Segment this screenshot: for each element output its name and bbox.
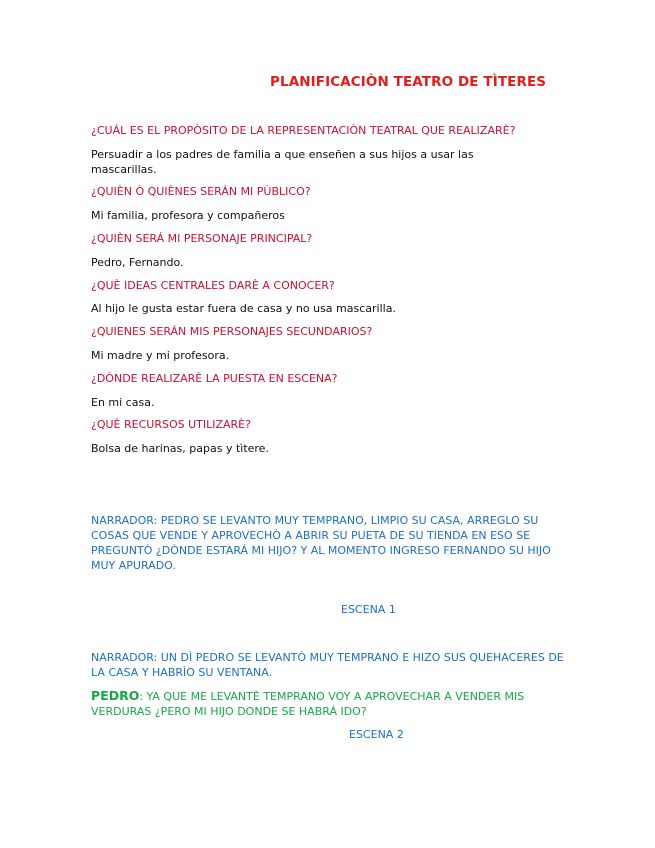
answer-main-character: Pedro, Fernando. bbox=[91, 256, 184, 269]
question-purpose: ¿CUÁL ES EL PROPÒSITO DE LA REPRESENTACIÒN TEATRAL QUE REALIZARÈ? bbox=[91, 124, 516, 137]
dialogue-line: : YA QUE ME LEVANTÈ TEMPRANO VOY A APROVECHAR A VENDER MIS VERDURAS ¿PERO MI HIJO DONDE SE HABRÁ IDO? bbox=[91, 690, 525, 718]
answer-secondary-characters: Mi madre y mi profesora. bbox=[91, 349, 230, 362]
document-title: PLANIFICACIÒN TEATRO DE TÌTERES bbox=[270, 74, 547, 90]
narration-paragraph-2: NARRADOR: UN DÌ PEDRO SE LEVANTÒ MUY TEMPRANO E HIZO SUS QUEHACERES DE LA CASA Y HABRÌO SU VENTANA. bbox=[91, 651, 564, 679]
answer-venue: En mi casa. bbox=[91, 396, 155, 409]
answer-purpose: Persuadir a los padres de familia a que enseñen a sus hijos a usar las mascarillas. bbox=[91, 148, 474, 176]
answer-central-ideas: Al hijo le gusta estar fuera de casa y no usa mascarilla. bbox=[91, 302, 396, 315]
question-main-character: ¿QUIÈN SERÁ MI PERSONAJE PRINCIPAL? bbox=[91, 232, 313, 245]
speaker-name: PEDRO bbox=[91, 688, 140, 703]
narration-paragraph-1: NARRADOR: PEDRO SE LEVANTO MUY TEMPRANO, LIMPIO SU CASA, ARREGLO SU COSAS QUE VENDE Y APROVECHÒ A ABRIR SU PUETA DE SU TIENDA EN ESO SE PREGUNTÒ ¿DÒNDE ESTARÁ MI HIJO? Y AL MOMENTO INGRESO FERNANDO SU HIJO MUY APURADO. bbox=[91, 514, 551, 572]
question-resources: ¿QUÈ RECURSOS UTILIZARÈ? bbox=[91, 418, 251, 431]
question-venue: ¿DÒNDE REALIZARÈ LA PUESTA EN ESCENA? bbox=[91, 372, 338, 385]
question-central-ideas: ¿QUÈ IDEAS CENTRALES DARÈ A CONOCER? bbox=[91, 279, 335, 292]
dialogue-pedro bbox=[91, 688, 571, 719]
answer-resources: Bolsa de harinas, papas y tìtere. bbox=[91, 442, 269, 455]
scene-1-heading: ESCENA 1 bbox=[341, 603, 396, 616]
answer-audience: Mi familia, profesora y compañeros bbox=[91, 209, 285, 222]
scene-2-heading: ESCENA 2 bbox=[349, 728, 404, 741]
question-secondary-characters: ¿QUIENES SERÁN MIS PERSONAJES SECUNDARIOS? bbox=[91, 325, 373, 338]
question-audience: ¿QUIÈN Ò QUIÈNES SERÁN MI PÙBLICO? bbox=[91, 185, 311, 198]
